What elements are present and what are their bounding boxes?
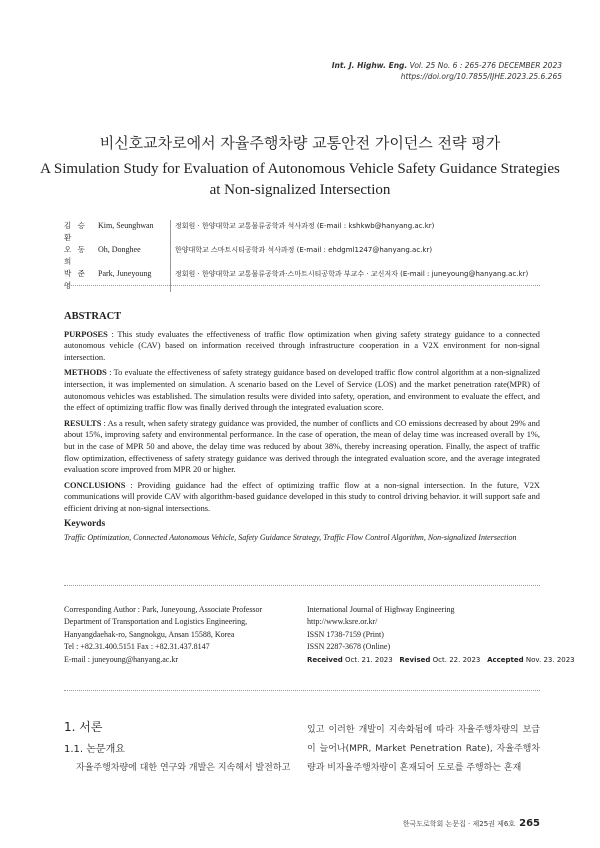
results-label: RESULTS [64, 418, 102, 428]
author-row [64, 268, 528, 292]
methods-paragraph [64, 367, 540, 413]
journal-abbr: Int. J. Highw. Eng. [331, 61, 408, 70]
methods-text: : To evaluate the effectiveness of safety strategy guidance based on developed traffic flow control algorithm at a non-signalized intersection, it was implemented on simulation. A scenario based on the Level of Service (LOS) and the market penetration rate(MPR) of autonomous vehicles was established. The simulation results were divided into safety, operation, and environment to evaluate the effect, and the effect of optimizing traffic flow was finally derived through the integrated evaluation score. [64, 368, 540, 413]
purposes-paragraph [64, 329, 540, 364]
history-dates [307, 654, 575, 666]
footer-journal: 한국도로학회 논문집 · 제25권 제6호 [402, 820, 516, 828]
section-heading: 1. 서론 [64, 720, 103, 734]
methods-label: METHODS [64, 368, 107, 378]
keywords-text: Traffic Optimization, Connected Autonomous Vehicle, Safety Guidance Strategy, Traffic Flow Control Algorithm, Non-signalized Intersection [64, 533, 517, 543]
author-korean-name: 김 승 환 [64, 221, 87, 242]
divider [64, 585, 540, 586]
corr-line: Tel : +82.31.400.5151 Fax : +82.31.437.8147 [64, 642, 210, 652]
journal-info-block [307, 604, 575, 666]
received-date: Oct. 21. 2023 [342, 655, 393, 664]
author-affiliation: 정회원 · 한양대학교 교통물류공학과 석사과정 (E-mail : kshkwb@hanyang.ac.kr) [170, 220, 434, 244]
conclusions-label: CONCLUSIONS [64, 480, 126, 490]
author-row [64, 220, 528, 244]
journal-url[interactable]: http://www.ksre.or.kr/ [307, 617, 378, 627]
corr-line: Hanyangdaehak-ro, Sangnokgu, Ansan 15588, Korea [64, 629, 235, 639]
purposes-text: : This study evaluates the effectiveness of traffic flow optimization when giving safety strategy guidance to a connected autonomous vehicle (CAV) based on information received through infrastructure cooperation in a V2X environment for non-signal intersection. [64, 329, 540, 362]
title-english: A Simulation Study for Evaluation of Autonomous Vehicle Safety Guidance Strategies at Non-signalized Intersection [40, 161, 560, 198]
divider [64, 285, 540, 286]
corr-email: E-mail : juneyoung@hanyang.ac.kr [64, 654, 178, 664]
author-english-name: Oh, Donghee [98, 245, 141, 254]
body-text-left: 자율주행차량에 대한 연구와 개발은 지속해서 발전하고 [76, 763, 291, 773]
author-english-name: Kim, Seunghwan [98, 221, 154, 230]
page-footer [403, 818, 540, 829]
accepted-label: Accepted [487, 655, 524, 664]
journal-header [332, 60, 562, 82]
corresponding-author-block [64, 604, 262, 666]
results-paragraph [64, 418, 540, 476]
revised-label: Revised [399, 655, 431, 664]
author-affiliation: 한양대학교 스마트시티공학과 석사과정 (E-mail : ehdgml1247@hanyang.ac.kr) [170, 244, 432, 268]
keywords-heading: Keywords [64, 518, 106, 529]
corr-line: Corresponding Author : Park, Juneyoung, Associate Professor [64, 605, 263, 614]
conclusions-paragraph [64, 480, 540, 515]
divider [64, 690, 540, 691]
conclusions-text: : Providing guidance had the effect of optimizing traffic flow at a non-signal intersection. In the future, V2X communications will provide CAV with algorithm-based guidance developed in this study to control driving behavior. it will support safe and efficient driving at non-signal intersections. [64, 480, 540, 513]
author-row [64, 244, 528, 268]
subsection-heading: 1.1. 논문개요 [64, 744, 125, 755]
author-affiliation: 정회원 · 한양대학교 교통물류공학과·스마트시티공학과 부교수 · 교신저자 (E-mail : juneyoung@hanyang.ac.kr) [170, 268, 528, 292]
received-label: Received [307, 655, 343, 664]
issn-print: ISSN 1738-7159 (Print) [307, 629, 384, 639]
doi-link[interactable]: https://doi.org/10.7855/IJHE.2023.25.6.265 [400, 72, 562, 81]
corr-line: Department of Transportation and Logistics Engineering, [64, 617, 248, 627]
revised-date: Oct. 22. 2023 [430, 655, 481, 664]
abstract-section [64, 311, 540, 544]
page-number: 265 [519, 818, 540, 829]
author-english-name: Park, Juneyoung [98, 269, 152, 278]
author-list [64, 220, 528, 292]
title-korean: 비신호교차로에서 자율주행차량 교통안전 가이던스 전략 평가 [99, 134, 501, 152]
issn-online: ISSN 2287-3678 (Online) [307, 642, 391, 652]
body-text-right: 있고 이러한 개발이 지속화됨에 따라 자율주행차량의 보급이 늘어나(MPR, Market Penetration Rate), 자율주행차량과 비자율주행차량이 혼재되어 도로를 주행하는 혼재 [307, 725, 540, 773]
accepted-date: Nov. 23. 2023 [523, 655, 575, 664]
author-korean-name: 박 준 영 [64, 269, 87, 290]
volume-info: Vol. 25 No. 6 : 265-276 DECEMBER 2023 [407, 61, 562, 70]
author-korean-name: 오 동 희 [64, 245, 87, 266]
abstract-heading: ABSTRACT [64, 311, 122, 322]
journal-name: International Journal of Highway Engineering [307, 605, 455, 614]
purposes-label: PURPOSES [64, 329, 108, 339]
results-text: : As a result, when safety strategy guidance was provided, the number of conflicts and CO emissions decreased by about 29% and about 15%, improving safety and environmental performance. In the case of operation, the mean of delay time was increased overall by 1%, but in the case of MPR 50 and above, the delay time was reduced by about 38%, thereby increasing operation. Finally, the aspect of traffic flow optimization, effectiveness of safety strategy guidance was derived through the integrated evaluation score, and the average integrated evaluation score improved from MPR 20 or higher. [64, 418, 540, 475]
